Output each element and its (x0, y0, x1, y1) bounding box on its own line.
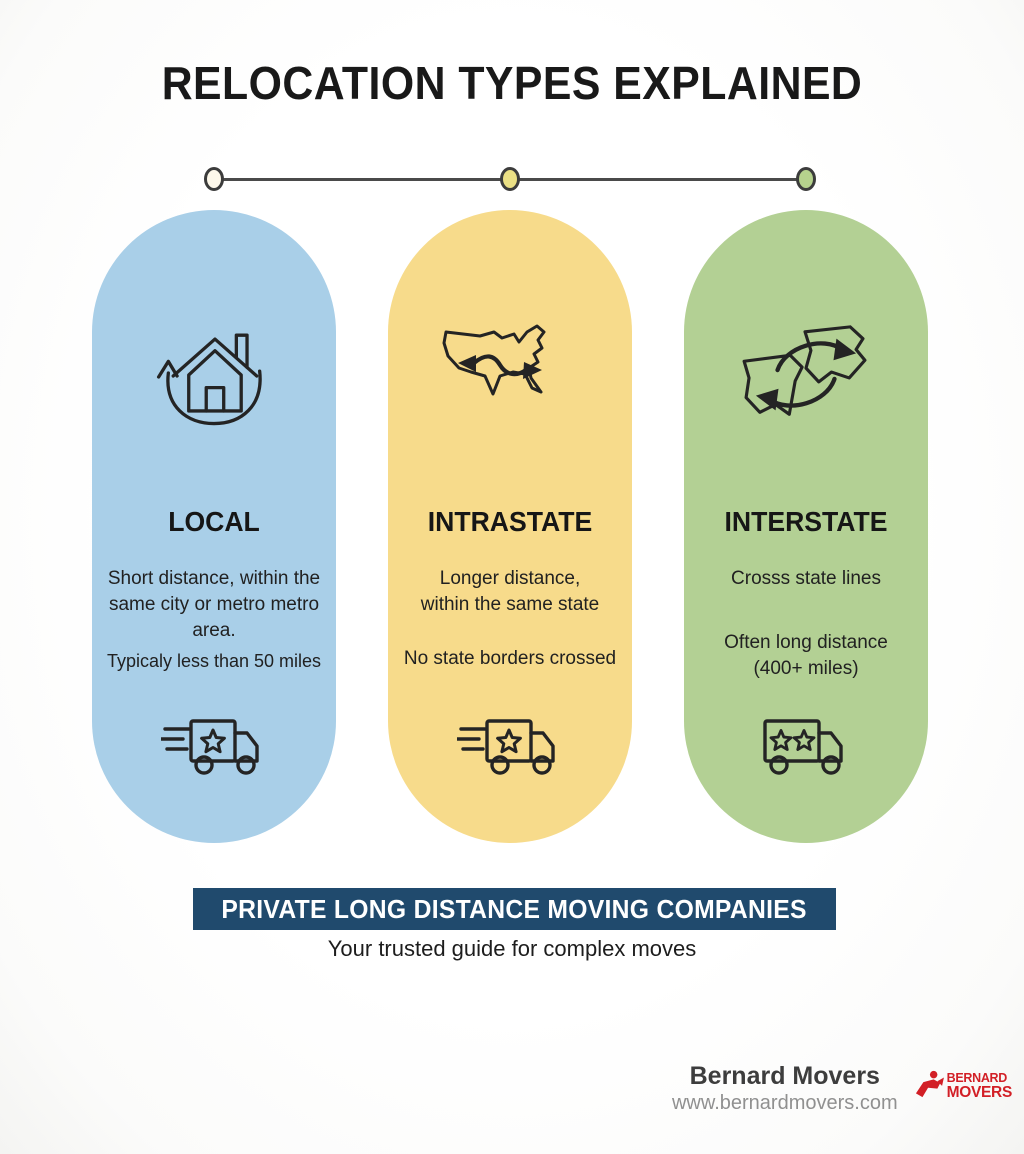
timeline-dot-interstate (796, 167, 816, 191)
us-map-route-arrow-icon (388, 300, 632, 450)
brand-name-line2: MOVERS (946, 1083, 1012, 1101)
card-body-interstate (684, 566, 928, 682)
timeline-dot-intrastate (500, 167, 520, 191)
house-circular-arrow-icon (92, 300, 336, 450)
card-body-local (92, 566, 336, 674)
card-local (92, 210, 336, 843)
footer-text (672, 1062, 898, 1116)
card-interstate (684, 210, 928, 843)
states-exchange-arrows-icon (684, 300, 928, 450)
card-note: No state borders crossed (403, 648, 617, 669)
brand-logo (914, 1070, 1012, 1103)
card-note: Often long distance (400+ miles) (724, 632, 888, 679)
card-note: Typicaly less than 50 miles (106, 651, 322, 671)
footer-company: Bernard Movers (689, 1062, 880, 1090)
banner (193, 888, 836, 930)
page-title: RELOCATION TYPES EXPLAINED (161, 57, 863, 109)
card-description: Short distance, within the same city or metro metro area. (107, 568, 321, 641)
card-title-intrastate: INTRASTATE (427, 506, 593, 537)
card-description: Longer distance, within the same state (420, 568, 600, 615)
card-intrastate (388, 210, 632, 843)
truck-star-speed-lines-icon (388, 708, 632, 784)
footer-website: www.bernardmovers.com (671, 1092, 898, 1114)
truck-star-speed-lines-icon (92, 708, 336, 784)
truck-two-stars-icon (684, 708, 928, 784)
banner-label: PRIVATE LONG DISTANCE MOVING COMPANIES (221, 893, 808, 924)
card-title-interstate: INTERSTATE (724, 506, 888, 537)
card-title-local: LOCAL (168, 506, 260, 537)
card-body-intrastate (388, 566, 632, 672)
brand-name-line1: BERNARD (946, 1071, 1008, 1086)
brand-text (947, 1072, 1012, 1101)
footer (672, 1062, 1012, 1116)
timeline-dot-local (204, 167, 224, 191)
card-description: Crosss state lines (731, 568, 881, 589)
tagline: Your trusted guide for complex moves (327, 936, 697, 961)
mover-figure-icon (914, 1070, 944, 1103)
